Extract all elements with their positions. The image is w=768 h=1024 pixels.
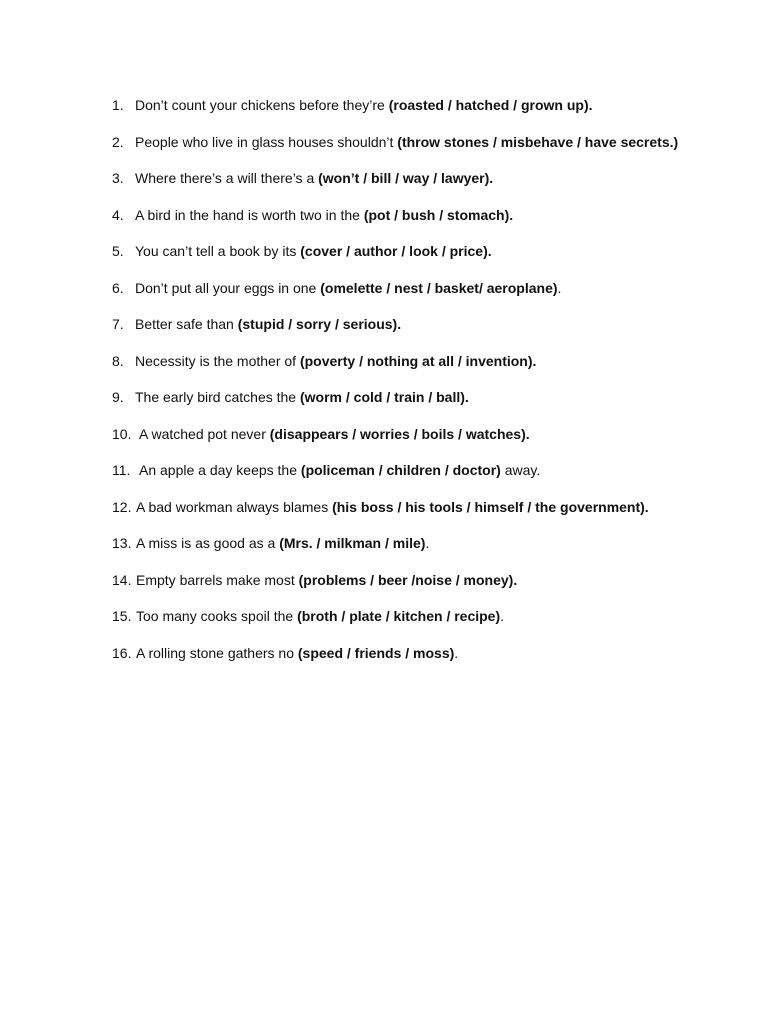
proverb-text: Where there’s a will there’s a	[135, 170, 319, 186]
item-text	[112, 311, 692, 338]
list-item	[112, 311, 692, 338]
list-item	[112, 165, 692, 192]
item-number: 11.	[112, 462, 131, 478]
item-text	[112, 530, 692, 557]
proverb-text: People who live in glass houses shouldn’t	[135, 133, 398, 150]
proverb-text: Necessity is the mother of	[135, 352, 300, 369]
proverb-ending: .	[425, 535, 430, 551]
item-number: 2.	[112, 133, 124, 150]
list-item	[112, 238, 692, 265]
list-item	[112, 530, 692, 557]
proverb-text: The early bird catches the	[135, 389, 300, 405]
item-text	[112, 494, 692, 521]
item-number: 5.	[112, 243, 124, 259]
item-text	[112, 202, 692, 229]
item-text	[112, 421, 692, 448]
item-number: 10.	[112, 425, 132, 442]
item-text	[112, 640, 692, 667]
proverb-text: Too many cooks spoil the	[136, 608, 298, 624]
answer-options: (pot / bush / stomach).	[363, 206, 514, 223]
proverb-ending: away.	[500, 462, 541, 478]
list-item	[112, 567, 692, 594]
list-item	[112, 348, 692, 375]
item-number: 6.	[112, 279, 124, 296]
answer-options: (disappears / worries / boils / watches).	[269, 425, 530, 442]
answer-options: (poverty / nothing at all / invention).	[299, 352, 537, 369]
item-number: 1.	[112, 97, 124, 113]
proverb-list	[112, 92, 692, 676]
item-number: 7.	[112, 316, 124, 332]
list-item	[112, 275, 692, 302]
answer-options: (won’t / bill / way / lawyer).	[318, 170, 494, 186]
item-text	[112, 275, 692, 302]
item-number: 15.	[112, 608, 132, 624]
item-number: 9.	[112, 389, 124, 405]
list-item	[112, 421, 692, 448]
list-item	[112, 494, 692, 521]
list-item	[112, 640, 692, 667]
answer-options: (problems / beer /noise / money).	[298, 571, 518, 588]
proverb-text: Better safe than	[135, 316, 238, 332]
proverb-ending: .	[454, 644, 459, 661]
item-text	[112, 92, 692, 119]
item-text	[112, 348, 692, 375]
answer-options: (worm / cold / train / ball).	[299, 389, 469, 405]
proverb-text: Empty barrels make most	[136, 571, 299, 588]
item-text	[112, 238, 692, 265]
proverb-text: You can’t tell a book by its	[135, 243, 301, 259]
answer-options: (omelette / nest / basket/ aeroplane)	[320, 279, 558, 296]
item-text	[112, 165, 692, 192]
list-item	[112, 92, 692, 119]
proverb-ending: .	[557, 279, 562, 296]
answer-options: (policeman / children / doctor)	[300, 462, 501, 478]
proverb-text: Don’t count your chickens before they’re	[135, 97, 389, 113]
proverb-text: An apple a day keeps the	[139, 462, 301, 478]
proverb-ending: .	[500, 608, 505, 624]
item-number: 8.	[112, 352, 124, 369]
item-text	[112, 457, 692, 484]
answer-options: (broth / plate / kitchen / recipe)	[297, 608, 501, 624]
proverb-text: A watched pot never	[139, 425, 270, 442]
item-number: 16.	[112, 644, 132, 661]
answer-options: (roasted / hatched / grown up).	[388, 97, 593, 113]
item-number: 14.	[112, 571, 132, 588]
answer-options: (his boss / his tools / himself / the government).	[332, 498, 649, 515]
item-text	[112, 129, 692, 156]
proverb-text: A rolling stone gathers no	[136, 644, 298, 661]
proverb-text: A miss is as good as a	[136, 535, 280, 551]
proverb-text: A bad workman always blames	[136, 498, 333, 515]
answer-options: (throw stones / misbehave / have secrets.)	[397, 133, 679, 150]
answer-options: (Mrs. / milkman / mile)	[279, 535, 426, 551]
list-item	[112, 384, 692, 411]
item-number: 4.	[112, 206, 124, 223]
list-item	[112, 129, 692, 156]
proverb-text: A bird in the hand is worth two in the	[135, 206, 364, 223]
item-text	[112, 603, 692, 630]
list-item	[112, 457, 692, 484]
item-number: 13.	[112, 535, 132, 551]
list-item	[112, 202, 692, 229]
item-number: 3.	[112, 170, 124, 186]
proverb-text: Don’t put all your eggs in one	[135, 279, 321, 296]
list-item	[112, 603, 692, 630]
item-text	[112, 384, 692, 411]
item-number: 12.	[112, 498, 132, 515]
answer-options: (speed / friends / moss)	[297, 644, 455, 661]
answer-options: (stupid / sorry / serious).	[237, 316, 402, 332]
answer-options: (cover / author / look / price).	[300, 243, 492, 259]
item-text	[112, 567, 692, 594]
